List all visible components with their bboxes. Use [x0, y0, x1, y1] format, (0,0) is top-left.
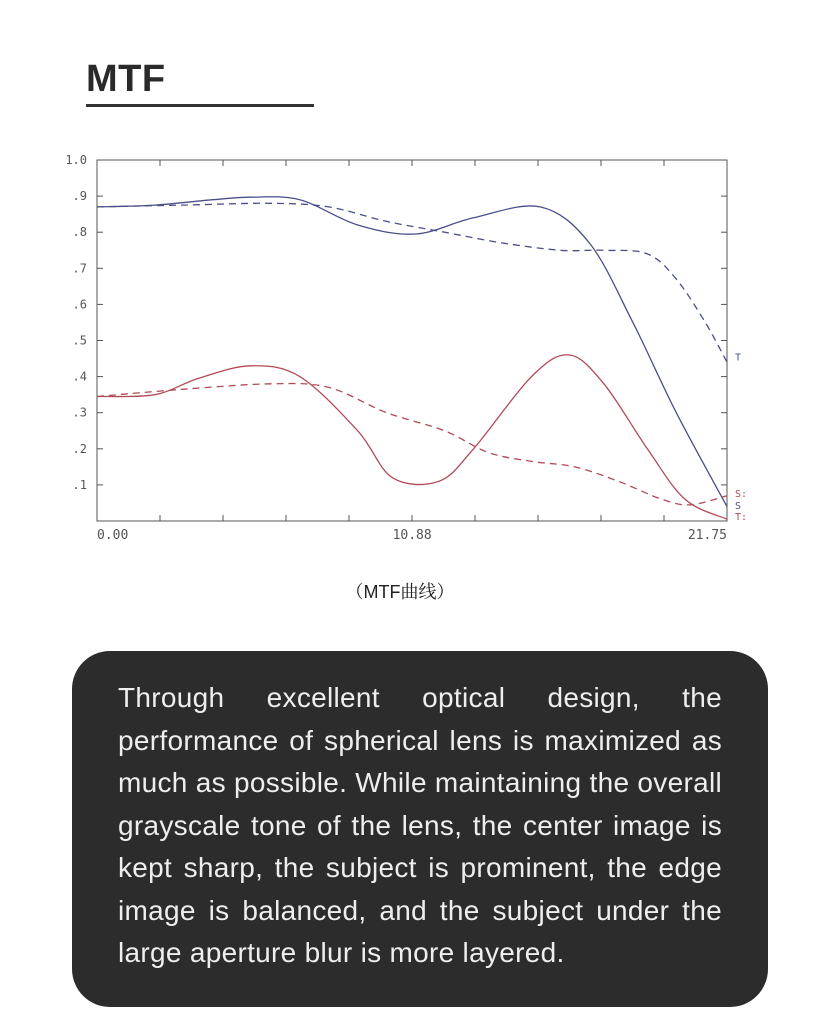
description-text: Through excellent optical design, the performance of spherical lens is maximized as much as possible. While maintaining the overall grayscale tone of the lens, the center image is kept sharp, the subject is prominent, the edge image is balanced, and the subject under the large aperture blur is more layered.	[118, 682, 722, 968]
y-tick-label: .6	[72, 297, 87, 312]
series-line-2	[97, 203, 727, 362]
description-card	[72, 651, 768, 1007]
y-tick-label: .3	[72, 405, 87, 420]
series-line-1	[97, 197, 727, 507]
series-line-3	[97, 355, 727, 519]
y-tick-label: .9	[72, 189, 87, 204]
y-tick-label: 1.0	[65, 153, 87, 167]
y-tick-label: .8	[72, 225, 87, 240]
chart-caption: （MTF曲线）	[345, 582, 455, 602]
y-tick-label: .2	[72, 441, 87, 456]
mtf-chart	[0, 140, 840, 570]
curve-end-label: S:	[735, 488, 748, 500]
page-title: MTF	[86, 58, 166, 100]
y-tick-label: .7	[72, 261, 87, 276]
curve-end-label: S	[735, 500, 742, 512]
curve-end-label: T	[735, 352, 742, 364]
title-underline	[86, 104, 314, 107]
y-tick-label: .4	[72, 369, 87, 384]
mtf-chart-svg	[0, 140, 840, 570]
curve-end-label: T:	[735, 511, 748, 523]
y-tick-label: .5	[72, 333, 87, 348]
x-tick-label: 0.00	[97, 528, 129, 543]
y-tick-label: .1	[72, 477, 87, 492]
x-tick-label: 10.88	[392, 528, 432, 543]
series-line-4	[97, 384, 727, 505]
x-tick-label: 21.75	[687, 528, 727, 543]
plot-frame	[97, 160, 727, 521]
